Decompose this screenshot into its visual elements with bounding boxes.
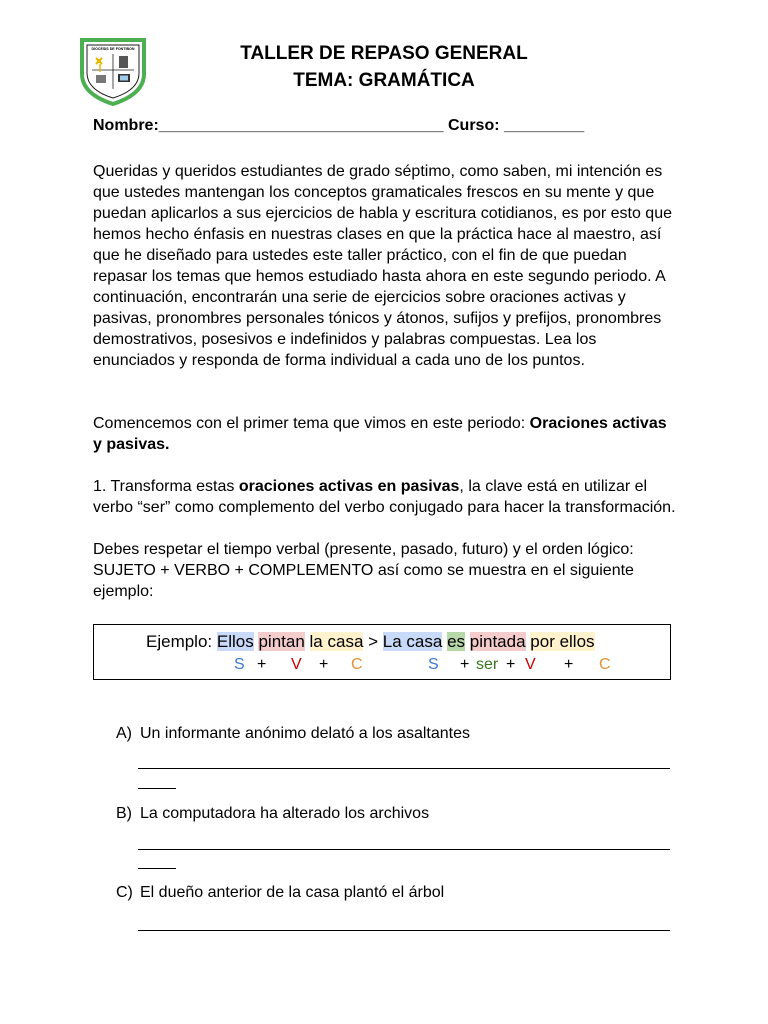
passive-subject: La casa — [382, 632, 443, 651]
label-c-passive: C — [599, 656, 611, 673]
exercise-item — [116, 803, 429, 824]
exercise-item — [116, 723, 470, 744]
exercise1-order-note: Debes respetar el tiempo verbal (presente, pasado, futuro) y el orden lógico: SUJETO + VERBO + COMPLEMENTO así como se muestra en el siguiente ejemplo: — [93, 541, 634, 600]
example-box — [93, 624, 671, 680]
plus-3: + — [460, 656, 470, 673]
passive-complement: por ellos — [530, 632, 595, 651]
label-v-passive: V — [525, 656, 536, 673]
exercise1-instructions — [93, 476, 678, 518]
course-blank[interactable]: _________ — [504, 117, 585, 134]
plus-1: + — [257, 656, 267, 673]
item-text: El dueño anterior de la casa plantó el árbol — [140, 884, 445, 901]
name-label: Nombre: — [93, 117, 159, 134]
active-subject: Ellos — [216, 632, 254, 651]
active-complement: la casa — [309, 632, 364, 651]
answer-line-tail[interactable] — [138, 868, 176, 869]
topic-intro-text: Comencemos con el primer tema que vimos en este periodo: — [93, 415, 530, 432]
example-arrow: > — [363, 632, 383, 651]
svg-text:DIOCESIS DE FONTIBON: DIOCESIS DE FONTIBON — [91, 47, 135, 51]
topic-intro-paragraph — [93, 413, 678, 455]
label-s-active: S — [234, 656, 245, 673]
intro-paragraph: Queridas y queridos estudiantes de grado séptimo, como saben, mi intención es que ustedes mantengan los conceptos gramaticales frescos en su mente y que puedan aplicarlos a sus ejercicios de habla y escritura cotidianos, es por esto que hemos hecho énfasis en nuestras clases en que la práctica hace al maestro, así que he diseñado para ustedes este taller práctico, con el fin de que puedan repasar los temas que hemos estudiado hasta ahora en este segundo periodo. A continuación, encontrarán una serie de ejercicios sobre oraciones activas y pasivas, pronombres personales tónicos y átonos, sufijos y prefijos, pronombres demostrativos, posesivos e indefinidos y palabras compuestas. Lea los enunciados y responda de forma individual a cada uno de los puntos. — [93, 163, 672, 369]
label-ser: ser — [476, 656, 499, 673]
answer-line-tail[interactable] — [138, 788, 176, 789]
active-verb: pintan — [258, 632, 305, 651]
item-letter: C) — [116, 884, 133, 901]
plus-2: + — [319, 656, 329, 673]
label-v-active: V — [291, 656, 302, 673]
item-text: Un informante anónimo delató a los asaltantes — [140, 725, 470, 742]
exercise1-prefix: 1. Transforma estas — [93, 478, 239, 495]
exercise-item — [116, 882, 444, 903]
label-c-active: C — [351, 656, 363, 673]
answer-line[interactable] — [138, 930, 670, 931]
item-letter: A) — [116, 725, 132, 742]
passive-verb: pintada — [469, 632, 526, 651]
item-letter: B) — [116, 805, 132, 822]
document-subtitle: TEMA: GRAMÁTICA — [293, 70, 475, 91]
plus-5: + — [564, 656, 574, 673]
answer-line[interactable] — [138, 768, 670, 769]
course-label: Curso: — [447, 117, 500, 134]
answer-line[interactable] — [138, 849, 670, 850]
passive-ser: es — [447, 632, 466, 651]
example-sentence — [146, 631, 595, 652]
name-course-line — [93, 117, 584, 135]
topic-name: Oraciones activas y pasivas. — [93, 415, 667, 453]
document-title: TALLER DE REPASO GENERAL — [240, 43, 528, 64]
item-text: La computadora ha alterado los archivos — [140, 805, 430, 822]
exercise1-suffix: , la clave está en utilizar el verbo “ser” como complemento del verbo conjugado para hacer la transformación. — [93, 478, 676, 516]
exercise1-bold: oraciones activas en pasivas — [238, 478, 460, 495]
label-s-passive: S — [428, 656, 439, 673]
example-label: Ejemplo: — [146, 632, 217, 651]
name-blank[interactable]: ________________________________ — [158, 117, 444, 134]
plus-4: + — [506, 656, 516, 673]
